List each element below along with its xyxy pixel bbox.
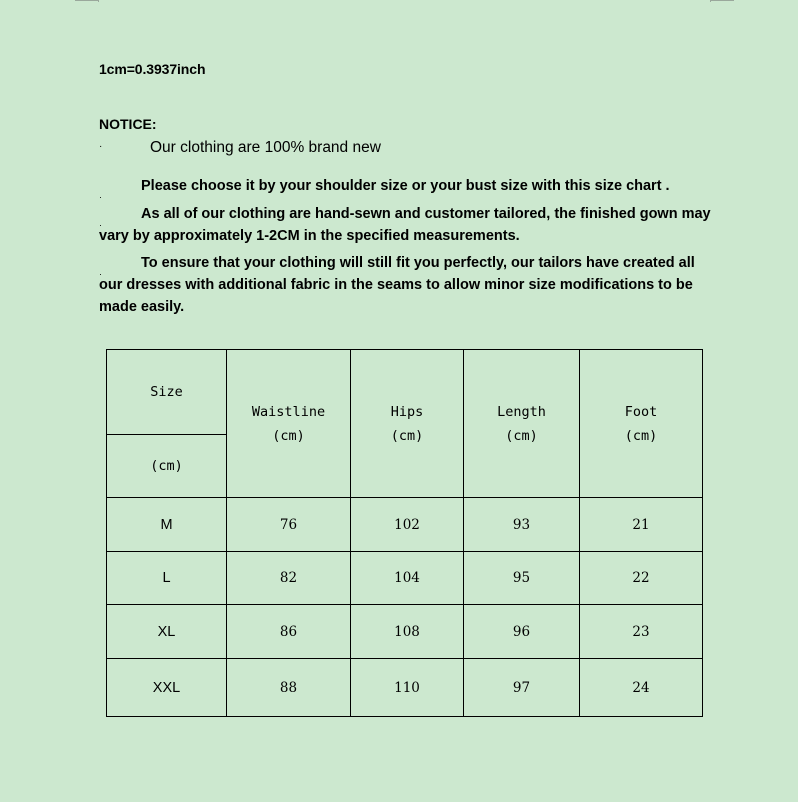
waistline-cell: 86 [227, 605, 351, 659]
table-row [107, 498, 703, 552]
column-label: Hips [390, 403, 424, 420]
waistline-cell: 82 [227, 552, 351, 605]
waistline-cell: 76 [227, 498, 351, 552]
waistline-header-cell [227, 350, 351, 498]
length-cell: 93 [464, 498, 580, 552]
table-row [107, 605, 703, 659]
foot-cell: 23 [580, 605, 703, 659]
unit-conversion: 1cm=0.3937inch [99, 61, 206, 77]
column-unit: (cm) [390, 427, 424, 444]
table-row [107, 552, 703, 605]
column-unit: (cm) [505, 427, 538, 444]
bullet-dot: · [99, 141, 103, 152]
size-cell: XXL [107, 659, 227, 717]
hips-header-cell [351, 350, 464, 498]
bullet-dot: · [99, 192, 102, 202]
size-cell: M [107, 498, 227, 552]
notice-item-choose-size [99, 175, 711, 202]
foot-cell: 22 [580, 552, 703, 605]
size-cell: L [107, 552, 227, 605]
column-label: Length [497, 403, 546, 420]
notice-item-hand-sewn [99, 203, 711, 247]
hips-cell: 108 [351, 605, 464, 659]
column-unit: (cm) [624, 427, 658, 444]
size-cell: XL [107, 605, 227, 659]
notice-item-fit-guarantee [99, 252, 711, 318]
notice-item-text: To ensure that your clothing will still fit you perfectly, our tailors have created all our dresses with additional fabric in the seams to allow minor size modifications to be made easily. [99, 255, 695, 315]
foot-header-cell [580, 350, 703, 498]
table-row [107, 659, 703, 717]
length-cell: 95 [464, 552, 580, 605]
column-label: Foot [624, 403, 658, 420]
length-cell: 96 [464, 605, 580, 659]
notice-item-brand-new: Our clothing are 100% brand new [150, 139, 381, 156]
hips-cell: 104 [351, 552, 464, 605]
foot-cell: 21 [580, 498, 703, 552]
length-cell: 97 [464, 659, 580, 717]
notice-item-text: As all of our clothing are hand-sewn and customer tailored, the finished gown may vary by approximately 1-2CM in the specified measurements. [99, 206, 711, 244]
size-header-cell: Size [107, 350, 227, 435]
hips-cell: 102 [351, 498, 464, 552]
page-corner-mark-right [710, 0, 734, 1]
notice-heading: NOTICE: [99, 116, 157, 132]
bullet-dot: · [99, 220, 102, 230]
column-label: Waistline [251, 403, 326, 420]
foot-cell: 24 [580, 659, 703, 717]
page-corner-mark-left [75, 0, 99, 1]
length-header-cell [464, 350, 580, 498]
waistline-cell: 88 [227, 659, 351, 717]
size-unit-cell: (cm) [107, 435, 227, 498]
hips-cell: 110 [351, 659, 464, 717]
bullet-dot: · [99, 269, 102, 279]
notice-item-text: Please choose it by your shoulder size or your bust size with this size chart . [141, 178, 670, 194]
column-unit: (cm) [272, 427, 305, 444]
size-chart-table [106, 349, 703, 717]
